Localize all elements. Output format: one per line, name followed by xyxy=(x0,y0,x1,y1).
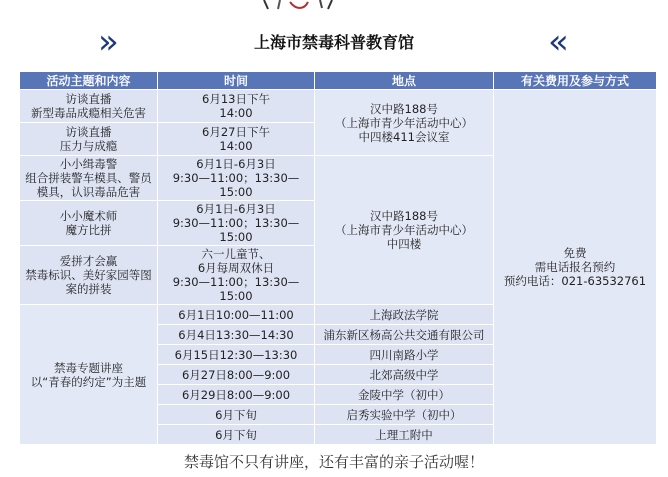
lecture-topic-cell: 禁毒专题讲座 以“青春的约定”为主题 xyxy=(20,305,158,445)
header-location: 地点 xyxy=(315,72,494,90)
time-cell: 6月1日10:00—11:00 xyxy=(158,305,315,325)
time-cell: 6月1日-6月3日 9:30—11:00；13:30—15:00 xyxy=(158,201,315,246)
location-cell: 汉中路188号 （上海市青少年活动中心） 中四楼411会议室 xyxy=(315,90,494,156)
footer-caption: 禁毒馆不只有讲座，还有丰富的亲子活动喔！ xyxy=(183,453,484,471)
header-fee: 有关费用及参与方式 xyxy=(494,72,657,90)
location-cell: 启秀实验中学（初中） xyxy=(315,405,494,425)
location-cell: 浦东新区杨高公共交通有限公司 xyxy=(315,325,494,345)
time-cell: 六一儿童节、 6月每周双休日 9:30—11:00；13:30—15:00 xyxy=(158,246,315,305)
location-cell: 金陵中学（初中） xyxy=(315,385,494,405)
table-header-row xyxy=(20,72,657,90)
topic-cell: 小小缉毒警 组合拼装警车模具、警员模具，认识毒品危害 xyxy=(20,156,158,201)
location-cell: 北郊高级中学 xyxy=(315,365,494,385)
time-cell: 6月27日下午 14:00 xyxy=(158,123,315,156)
double-chevron-right-icon: » xyxy=(98,22,119,62)
location-cell: 汉中路188号 （上海市青少年活动中心） 中四楼 xyxy=(315,156,494,305)
time-cell: 6月13日下午 14:00 xyxy=(158,90,315,123)
topic-cell: 爱拼才会赢 禁毒标识、美好家园等图案的拼装 xyxy=(20,246,158,305)
schedule-table xyxy=(19,71,657,445)
location-cell: 上理工附中 xyxy=(315,425,494,445)
double-chevron-left-icon: « xyxy=(548,22,569,62)
header xyxy=(0,20,668,66)
topic-cell: 访谈直播 压力与成瘾 xyxy=(20,123,158,156)
location-cell: 上海政法学院 xyxy=(315,305,494,325)
time-cell: 6月4日13:30—14:30 xyxy=(158,325,315,345)
time-cell: 6月27日8:00—9:00 xyxy=(158,365,315,385)
table-row xyxy=(20,90,657,123)
time-cell: 6月1日-6月3日 9:30—11:00；13:30—15:00 xyxy=(158,156,315,201)
location-cell: 四川南路小学 xyxy=(315,345,494,365)
top-illustration-fragment xyxy=(262,0,342,10)
fee-cell: 免费 需电话报名预约 预约电话：021-63532761 xyxy=(494,90,657,445)
time-cell: 6月15日12:30—13:30 xyxy=(158,345,315,365)
header-time: 时间 xyxy=(158,72,315,90)
time-cell: 6月29日8:00—9:00 xyxy=(158,385,315,405)
topic-cell: 访谈直播 新型毒品成瘾相关危害 xyxy=(20,90,158,123)
time-cell: 6月下旬 xyxy=(158,405,315,425)
time-cell: 6月下旬 xyxy=(158,425,315,445)
topic-cell: 小小魔术师 魔方比拼 xyxy=(20,201,158,246)
page-title: 上海市禁毒科普教育馆 xyxy=(253,33,414,52)
header-topic: 活动主题和内容 xyxy=(20,72,158,90)
